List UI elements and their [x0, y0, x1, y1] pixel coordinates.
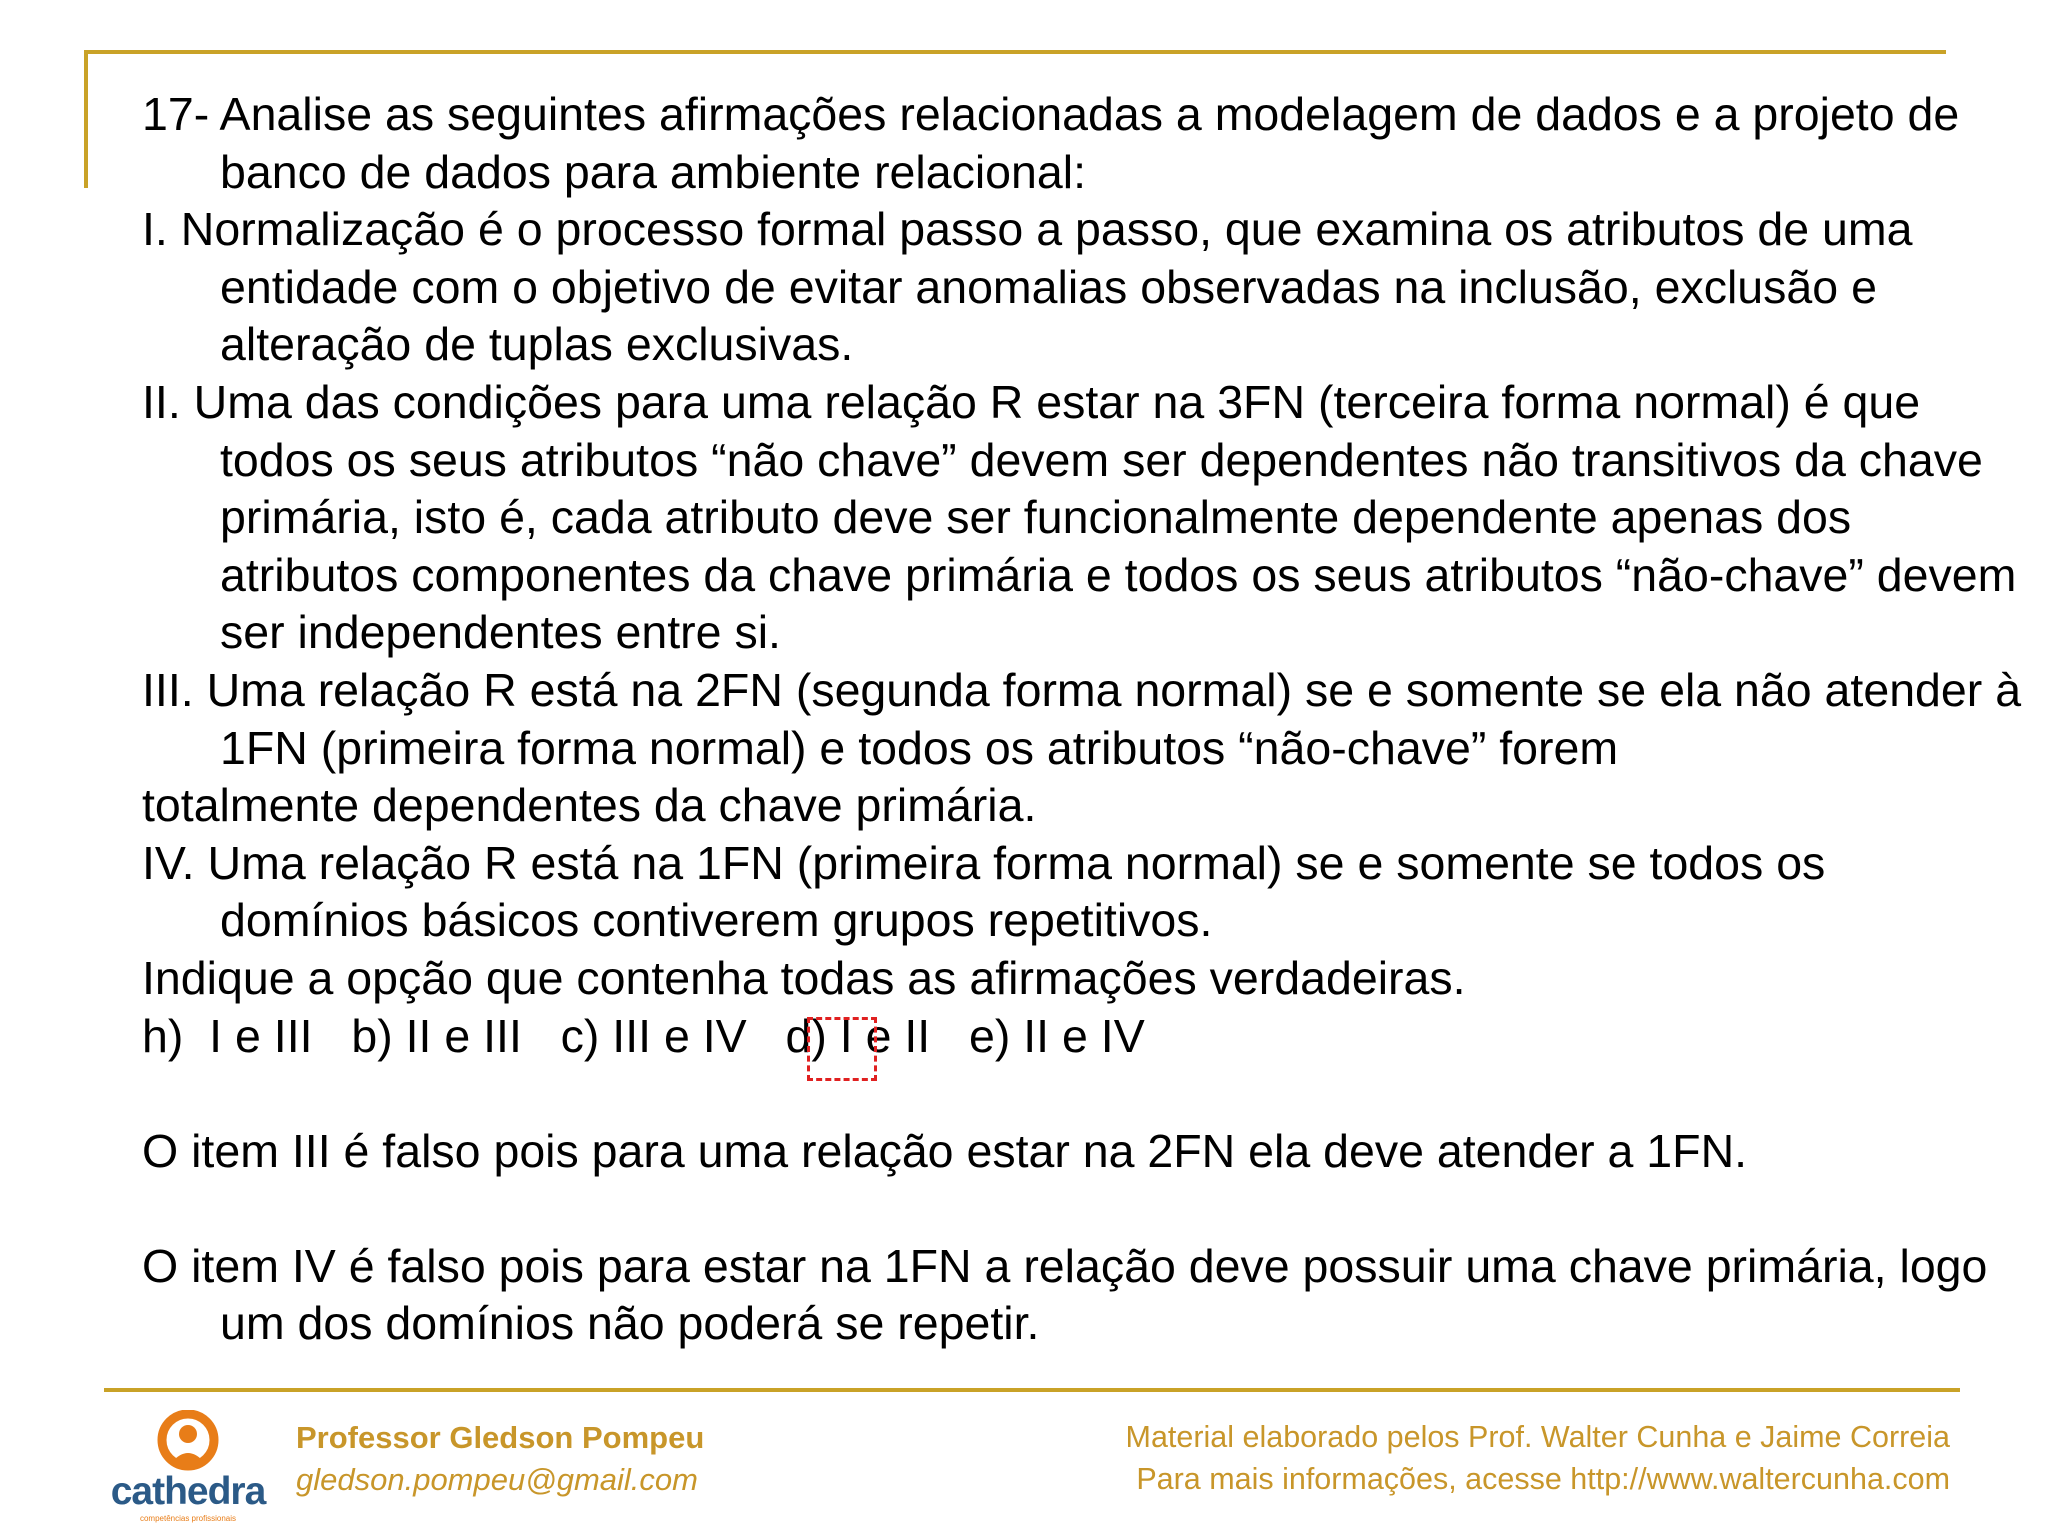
slide-frame-left-rule [84, 50, 88, 188]
option-h: h) I e III [142, 1009, 313, 1062]
question-header: 17- Analise as seguintes afirmações relacionadas a modelagem de dados e a projeto de banco de dados para ambiente relacional: [142, 88, 1960, 198]
answer-options [142, 1008, 2022, 1066]
option-c: c) III e IV [560, 1009, 747, 1062]
logo-wordmark: cathedra [110, 1470, 266, 1513]
cathedra-logo [108, 1410, 268, 1522]
statement-4: IV. Uma relação R está na 1FN (primeira forma normal) se e somente se todos os domínios básicos contiverem grupos repetitivos. [142, 836, 1826, 947]
option-d: d) I e II [785, 1009, 931, 1062]
logo-tagline: competências profissionais [139, 1514, 237, 1523]
slide-content [142, 86, 2022, 1353]
selection-marquee[interactable] [807, 1017, 877, 1081]
explanation-item-3: O item III é falso pois para uma relação estar na 2FN ela deve atender a 1FN. [142, 1124, 1748, 1177]
option-b: b) II e III [351, 1009, 522, 1062]
statement-2: II. Uma das condições para uma relação R estar na 3FN (terceira forma normal) é que todos os seus atributos “não chave” devem ser dependentes não transitivos da chave primária, isto é, cada atributo deve ser funcionalmente dependente apenas dos atributos componentes da chave primária e todos os seus atributos “não-chave” devem ser independentes entre si. [142, 375, 2017, 659]
credit-authors: Material elaborado pelos Prof. Walter Cunha e Jaime Correia [1125, 1420, 1950, 1454]
professor-email: gledson.pompeu@gmail.com [296, 1462, 698, 1497]
footer-rule [104, 1388, 1960, 1392]
question-prompt: Indique a opção que contenha todas as afirmações verdadeiras. [142, 951, 1466, 1004]
spacer [142, 1065, 2022, 1123]
statement-1: I. Normalização é o processo formal passo a passo, que examina os atributos de uma entidade com o objetivo de evitar anomalias observadas na inclusão, exclusão e alteração de tuplas exclusivas. [142, 203, 1913, 371]
statement-3: III. Uma relação R está na 2FN (segunda forma normal) se e somente se ela não atender à 1FN (primeira forma normal) e todos os atributos “não-chave” forem [142, 663, 2022, 774]
credit-website: Para mais informações, acesse http://www.waltercunha.com [1136, 1462, 1950, 1496]
cathedra-person-icon [108, 1410, 268, 1474]
professor-name: Professor Gledson Pompeu [296, 1420, 705, 1455]
statement-3-continuation: totalmente dependentes da chave primária. [142, 779, 1037, 832]
slide-frame-top-rule [84, 50, 1946, 54]
explanation-item-4: O item IV é falso pois para estar na 1FN a relação deve possuir uma chave primária, logo um dos domínios não poderá se repetir. [142, 1239, 1988, 1350]
option-e: e) II e IV [968, 1009, 1145, 1062]
spacer [142, 1180, 2022, 1238]
